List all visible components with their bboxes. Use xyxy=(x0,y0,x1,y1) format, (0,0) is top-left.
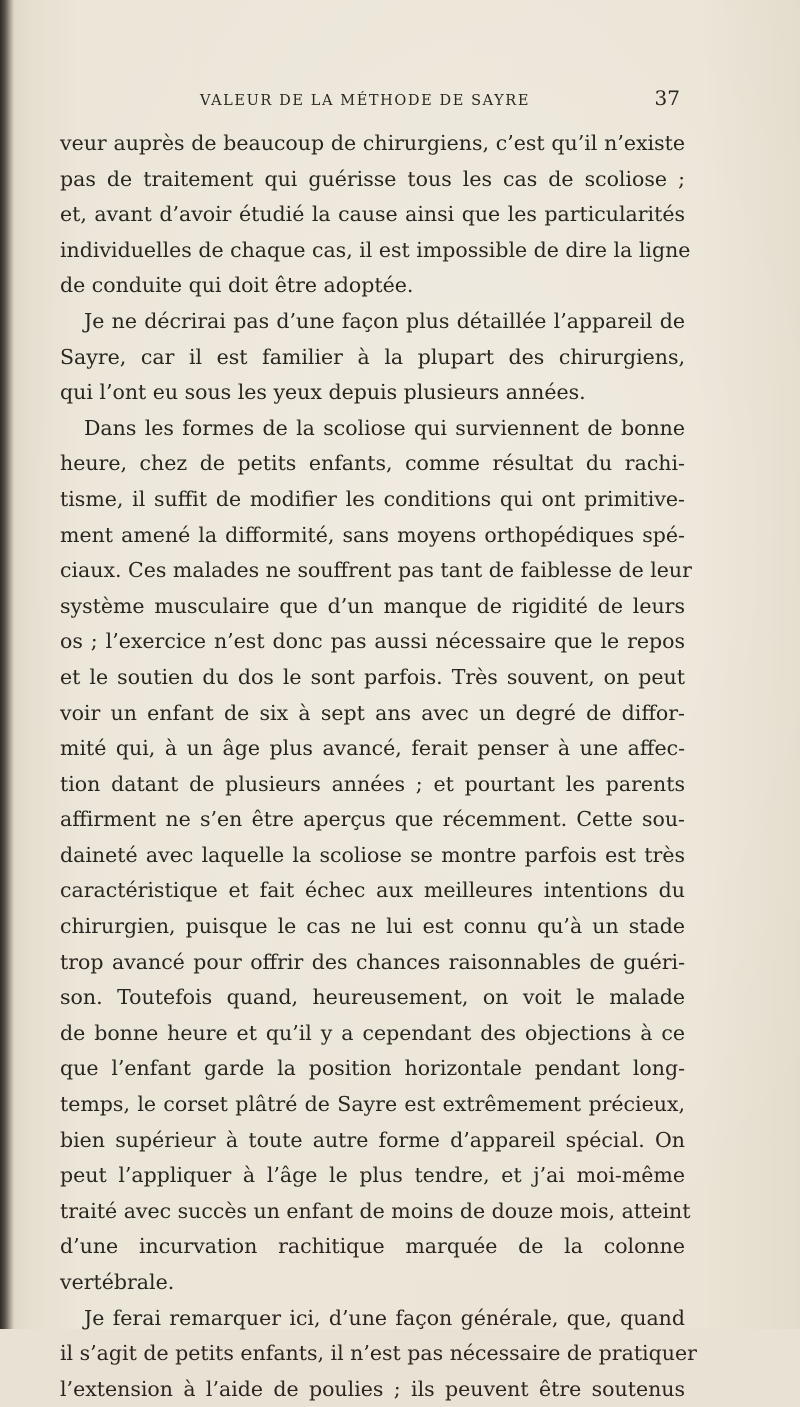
text-line: Sayre, car il est familier à la plupart des chirurgiens, xyxy=(60,344,685,369)
text-line: de conduite qui doit être adoptée. xyxy=(60,273,414,298)
text-line: et, avant d’avoir étudié la cause ainsi que les particularités xyxy=(60,202,685,227)
page-number: 37 xyxy=(654,86,680,110)
text-line: daineté avec laquelle la scoliose se montre parfois est très xyxy=(60,842,685,867)
text-line: Je ne décrirai pas d’une façon plus détaillée l’appareil de xyxy=(84,308,685,333)
text-line: d’une incurvation rachitique marquée de la colonne xyxy=(60,1234,685,1259)
text-line: individuelles de chaque cas, il est impossible de dire la ligne xyxy=(60,237,691,262)
text-line: caractéristique et fait échec aux meilleures intentions du xyxy=(60,878,685,903)
text-line: ciaux. Ces malades ne souffrent pas tant de faiblesse de leur xyxy=(60,558,692,583)
text-line: bien supérieur à toute autre forme d’appareil spécial. On xyxy=(60,1127,685,1152)
text-line: que l’enfant garde la position horizontale pendant long- xyxy=(60,1056,685,1081)
text-line: traité avec succès un enfant de moins de douze mois, atteint xyxy=(60,1198,691,1223)
page-gutter-shadow xyxy=(0,0,14,1329)
text-line: l’extension à l’aide de poulies ; ils peuvent être soutenus xyxy=(60,1376,685,1401)
text-line: Je ferai remarquer ici, d’une façon générale, que, quand xyxy=(84,1305,685,1330)
text-line: qui l’ont eu sous les yeux depuis plusieurs années. xyxy=(60,380,586,405)
text-line: chirurgien, puisque le cas ne lui est connu qu’à un stade xyxy=(60,914,685,939)
text-line: affirment ne s’en être aperçus que récemment. Cette sou- xyxy=(60,807,685,832)
text-line: mité qui, à un âge plus avancé, ferait penser à une affec- xyxy=(60,736,685,761)
text-line: voir un enfant de six à sept ans avec un degré de diffor- xyxy=(60,700,685,725)
running-head xyxy=(200,86,680,116)
body-text xyxy=(60,126,697,1407)
text-line: heure, chez de petits enfants, comme résultat du rachi- xyxy=(60,451,685,476)
text-line: tisme, il suffit de modifier les conditions qui ont primitive- xyxy=(60,486,685,511)
text-line: peut l’appliquer à l’âge le plus tendre, et j’ai moi-même xyxy=(60,1163,685,1188)
text-line: et le soutien du dos le sont parfois. Très souvent, on peut xyxy=(60,664,685,689)
text-line: temps, le corset plâtré de Sayre est extrêmement précieux, xyxy=(60,1092,685,1117)
text-line: système musculaire que d’un manque de rigidité de leurs xyxy=(60,593,685,618)
text-line: ment amené la difformité, sans moyens orthopédiques spé- xyxy=(60,522,685,547)
text-line: pas de traitement qui guérisse tous les cas de scoliose ; xyxy=(60,166,685,191)
text-line: son. Toutefois quand, heureusement, on voit le malade xyxy=(60,985,685,1010)
text-line: os ; l’exercice n’est donc pas aussi nécessaire que le repos xyxy=(60,629,685,654)
text-line: Dans les formes de la scoliose qui surviennent de bonne xyxy=(84,415,685,440)
text-line: veur auprès de beaucoup de chirurgiens, c’est qu’il n’existe xyxy=(60,131,685,155)
text-line: il s’agit de petits enfants, il n’est pas nécessaire de pratiquer xyxy=(60,1341,697,1366)
text-line: de bonne heure et qu’il y a cependant des objections à ce xyxy=(60,1020,685,1045)
text-line: vertébrale. xyxy=(60,1270,175,1294)
text-line: trop avancé pour offrir des chances raisonnables de guéri- xyxy=(60,949,685,974)
running-title: VALEUR DE LA MÉTHODE DE SAYRE xyxy=(200,93,531,109)
text-line: tion datant de plusieurs années ; et pourtant les parents xyxy=(60,771,685,796)
